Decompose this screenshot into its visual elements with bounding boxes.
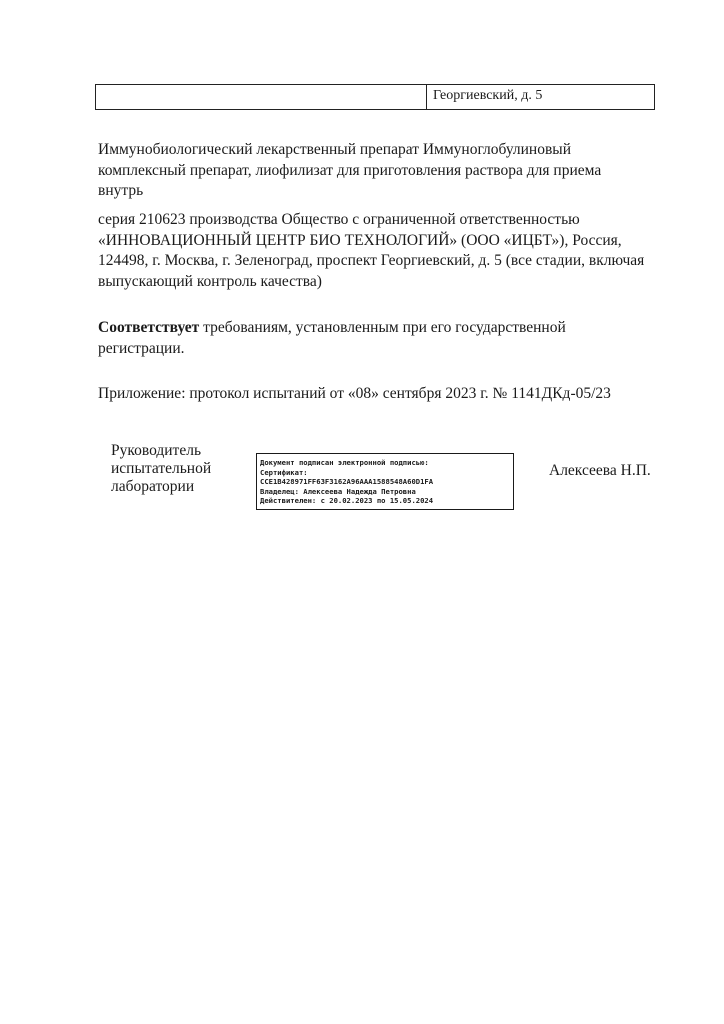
stamp-certificate: CCE1B428971FF63F3162A96AAA1588548A60D1FA <box>260 477 434 487</box>
conformity-statement <box>98 318 658 359</box>
signer-title-line: испытательной <box>111 460 212 477</box>
product-line: внутрь <box>98 182 144 199</box>
signer-name: Алексеева Н.П. <box>549 462 651 479</box>
table-cell-empty <box>96 85 427 109</box>
electronic-signature-stamp <box>256 453 514 510</box>
conformity-line: регистрации. <box>98 339 185 357</box>
product-line: Иммунобиологический лекарственный препарат Иммуноглобулиновый <box>98 141 571 158</box>
series-line: выпускающий контроль качества) <box>98 272 322 290</box>
appendix-reference: Приложение: протокол испытаний от «08» сентября 2023 г. № 1141ДКд-05/23 <box>98 385 611 402</box>
signer-title-line: Руководитель <box>111 442 202 459</box>
series-manufacturer <box>98 210 658 292</box>
stamp-validity: Действителен: с 20.02.2023 по 15.05.2024 <box>260 496 434 506</box>
series-line: серия 210623 производства Общество с ограниченной ответственностью <box>98 211 580 228</box>
conformity-keyword: Соответствует <box>98 319 200 336</box>
stamp-owner: Владелец: Алексеева Надежда Петровна <box>260 486 416 496</box>
table-cell-address: Георгиевский, д. 5 <box>433 88 543 103</box>
series-line: «ИННОВАЦИОННЫЙ ЦЕНТР БИО ТЕХНОЛОГИЙ» (ООО «ИЦБТ»), Россия, <box>98 231 622 249</box>
table-fragment-row <box>95 84 655 110</box>
conformity-line <box>98 318 658 339</box>
signer-title <box>111 442 251 496</box>
signer-title-line: лаборатории <box>111 478 195 495</box>
series-line: 124498, г. Москва, г. Зеленоград, проспект Георгиевский, д. 5 (все стадии, включая <box>98 252 645 269</box>
stamp-line: Сертификат: <box>260 467 308 477</box>
product-line: комплексный препарат, лиофилизат для приготовления раствора для приема <box>98 161 602 179</box>
conformity-rest: требованиям, установленным при его государственной <box>199 319 566 336</box>
product-description <box>98 140 658 202</box>
stamp-line: Документ подписан электронной подписью: <box>260 458 429 467</box>
